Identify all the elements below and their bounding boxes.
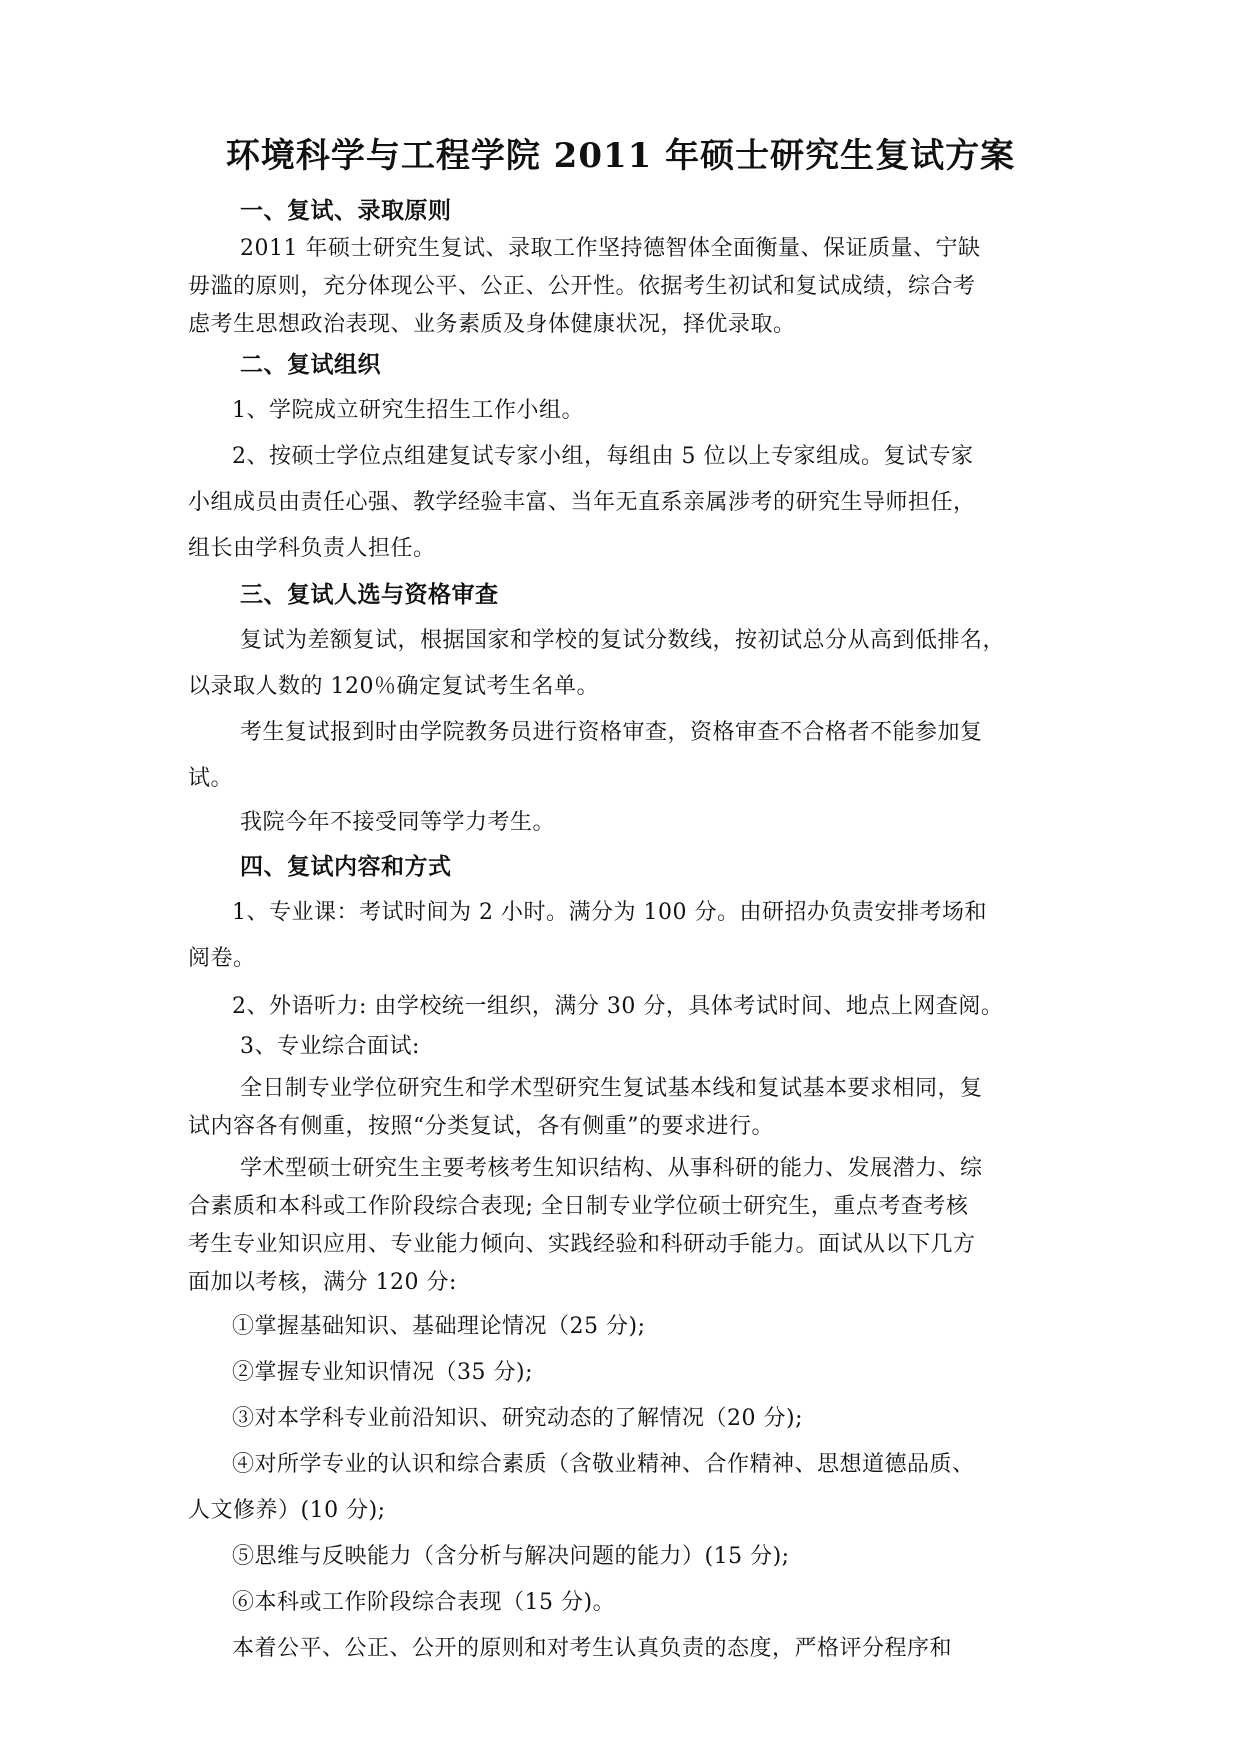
- section-heading-1: 一、复试、录取原则: [240, 197, 452, 224]
- paragraph-line: 毋滥的原则，充分体现公平、公正、公开性。依据考生初试和复试成绩，综合考: [188, 274, 976, 299]
- paragraph-line: 2011 年硕士研究生复试、录取工作坚持德智体全面衡量、保证质量、宁缺: [240, 236, 981, 261]
- paragraph-line: 以录取人数的 120％确定复试考生名单。: [188, 674, 599, 699]
- list-item-continuation: 人文修养）(10 分);: [188, 1498, 386, 1523]
- paragraph-line: 虑考生思想政治表现、业务素质及身体健康状况，择优录取。: [188, 312, 796, 337]
- paragraph-line: 试。: [188, 766, 234, 791]
- paragraph-line: 我院今年不接受同等学力考生。: [240, 810, 556, 835]
- list-item: ④对所学专业的认识和综合素质（含敬业精神、合作精神、思想道德品质、: [232, 1452, 975, 1477]
- section-heading-3: 三、复试人选与资格审查: [240, 581, 499, 608]
- section-heading-4: 四、复试内容和方式: [240, 853, 452, 880]
- paragraph-line: 组长由学科负责人担任。: [188, 536, 436, 561]
- paragraph-line: 合素质和本科或工作阶段综合表现; 全日制专业学位硕士研究生，重点考查考核: [188, 1194, 969, 1219]
- paragraph-line: 阅卷。: [188, 946, 256, 971]
- list-item: ⑤思维与反映能力（含分析与解决问题的能力）(15 分);: [232, 1544, 790, 1569]
- section-heading-2: 二、复试组织: [240, 351, 381, 378]
- paragraph-line: 考生专业知识应用、专业能力倾向、实践经验和科研动手能力。面试从以下几方: [188, 1232, 976, 1257]
- paragraph-line: 1、专业课：考试时间为 2 小时。满分为 100 分。由研招办负责安排考场和: [232, 900, 987, 925]
- paragraph-line: 3、专业综合面试:: [240, 1034, 420, 1059]
- paragraph-line: 2、按硕士学位点组建复试专家小组，每组由 5 位以上专家组成。复试专家: [232, 444, 974, 469]
- paragraph-line: 全日制专业学位研究生和学术型研究生复试基本线和复试基本要求相同，复: [240, 1076, 983, 1101]
- list-item: ⑥本科或工作阶段综合表现（15 分)。: [232, 1590, 616, 1615]
- paragraph-line: 2、外语听力: 由学校统一组织，满分 30 分，具体考试时间、地点上网查阅。: [232, 994, 1004, 1019]
- list-item: ②掌握专业知识情况（35 分);: [232, 1360, 533, 1385]
- paragraph-line: 复试为差额复试，根据国家和学校的复试分数线，按初试总分从高到低排名，: [240, 628, 1006, 653]
- list-item: ①掌握基础知识、基础理论情况（25 分);: [232, 1314, 646, 1339]
- paragraph-line: 试内容各有侧重，按照“分类复试，各有侧重”的要求进行。: [188, 1114, 774, 1139]
- paragraph-line: 本着公平、公正、公开的原则和对考生认真负责的态度，严格评分程序和: [232, 1636, 953, 1661]
- document-title: 环境科学与工程学院 2011 年硕士研究生复试方案: [225, 136, 1016, 176]
- paragraph-line: 1、学院成立研究生招生工作小组。: [232, 398, 584, 423]
- list-item: ③对本学科专业前沿知识、研究动态的了解情况（20 分);: [232, 1406, 803, 1431]
- paragraph-line: 小组成员由责任心强、教学经验丰富、当年无直系亲属涉考的研究生导师担任，: [188, 490, 976, 515]
- paragraph-line: 学术型硕士研究生主要考核考生知识结构、从事科研的能力、发展潜力、综: [240, 1156, 983, 1181]
- paragraph-line: 面加以考核，满分 120 分:: [188, 1270, 457, 1295]
- paragraph-line: 考生复试报到时由学院教务员进行资格审查，资格审查不合格者不能参加复: [240, 720, 983, 745]
